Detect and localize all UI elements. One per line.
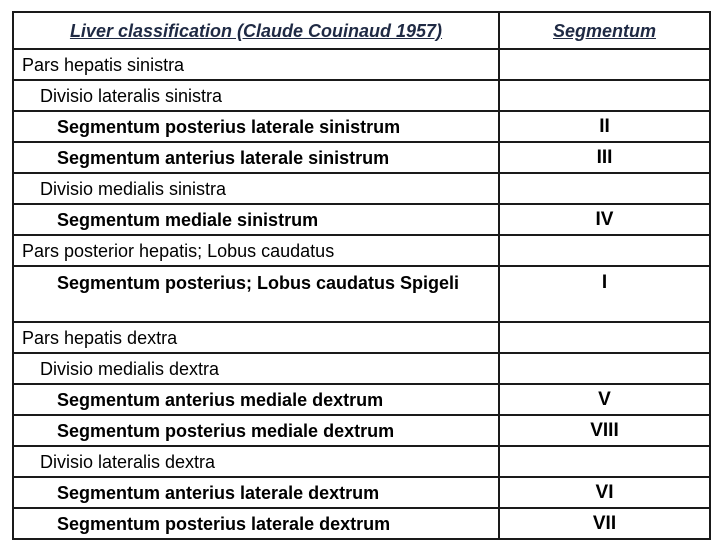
segmentum-label: Segmentum anterius mediale dextrum (13, 384, 499, 415)
segment-number: IV (499, 204, 710, 235)
table-header-row (13, 12, 710, 49)
table-row (13, 477, 710, 508)
segment-cell (499, 446, 710, 477)
pars-label: Pars hepatis dextra (13, 322, 499, 353)
table-row (13, 49, 710, 80)
table-row (13, 446, 710, 477)
segment-cell (499, 353, 710, 384)
pars-label: Pars hepatis sinistra (13, 49, 499, 80)
segmentum-label: Segmentum posterius laterale sinistrum (13, 111, 499, 142)
segment-number: I (499, 266, 710, 322)
table-row (13, 353, 710, 384)
segmentum-label: Segmentum anterius laterale sinistrum (13, 142, 499, 173)
segment-cell (499, 322, 710, 353)
segment-number: II (499, 111, 710, 142)
segment-cell (499, 80, 710, 111)
table-row (13, 204, 710, 235)
segment-cell (499, 235, 710, 266)
table-row (13, 384, 710, 415)
classification-column-header: Liver classification (Claude Couinaud 1957) (13, 12, 499, 49)
pars-label: Pars posterior hepatis; Lobus caudatus (13, 235, 499, 266)
segment-number: VI (499, 477, 710, 508)
segmentum-label: Segmentum anterius laterale dextrum (13, 477, 499, 508)
segment-number: III (499, 142, 710, 173)
table-row (13, 142, 710, 173)
table-row (13, 415, 710, 446)
table-row (13, 508, 710, 539)
divisio-label: Divisio medialis dextra (13, 353, 499, 384)
divisio-label: Divisio medialis sinistra (13, 173, 499, 204)
segmentum-column-header: Segmentum (499, 12, 710, 49)
segment-number: VII (499, 508, 710, 539)
table-row (13, 235, 710, 266)
segment-number: V (499, 384, 710, 415)
table-row (13, 111, 710, 142)
segmentum-label: Segmentum posterius mediale dextrum (13, 415, 499, 446)
segmentum-label: Segmentum mediale sinistrum (13, 204, 499, 235)
segmentum-label: Segmentum posterius laterale dextrum (13, 508, 499, 539)
segment-number: VIII (499, 415, 710, 446)
segment-cell (499, 173, 710, 204)
table-row (13, 173, 710, 204)
table-row (13, 266, 710, 322)
liver-classification-table (12, 11, 711, 540)
divisio-label: Divisio lateralis sinistra (13, 80, 499, 111)
segmentum-label: Segmentum posterius; Lobus caudatus Spigeli (13, 266, 499, 322)
segment-cell (499, 49, 710, 80)
table-row (13, 322, 710, 353)
table-row (13, 80, 710, 111)
divisio-label: Divisio lateralis dextra (13, 446, 499, 477)
